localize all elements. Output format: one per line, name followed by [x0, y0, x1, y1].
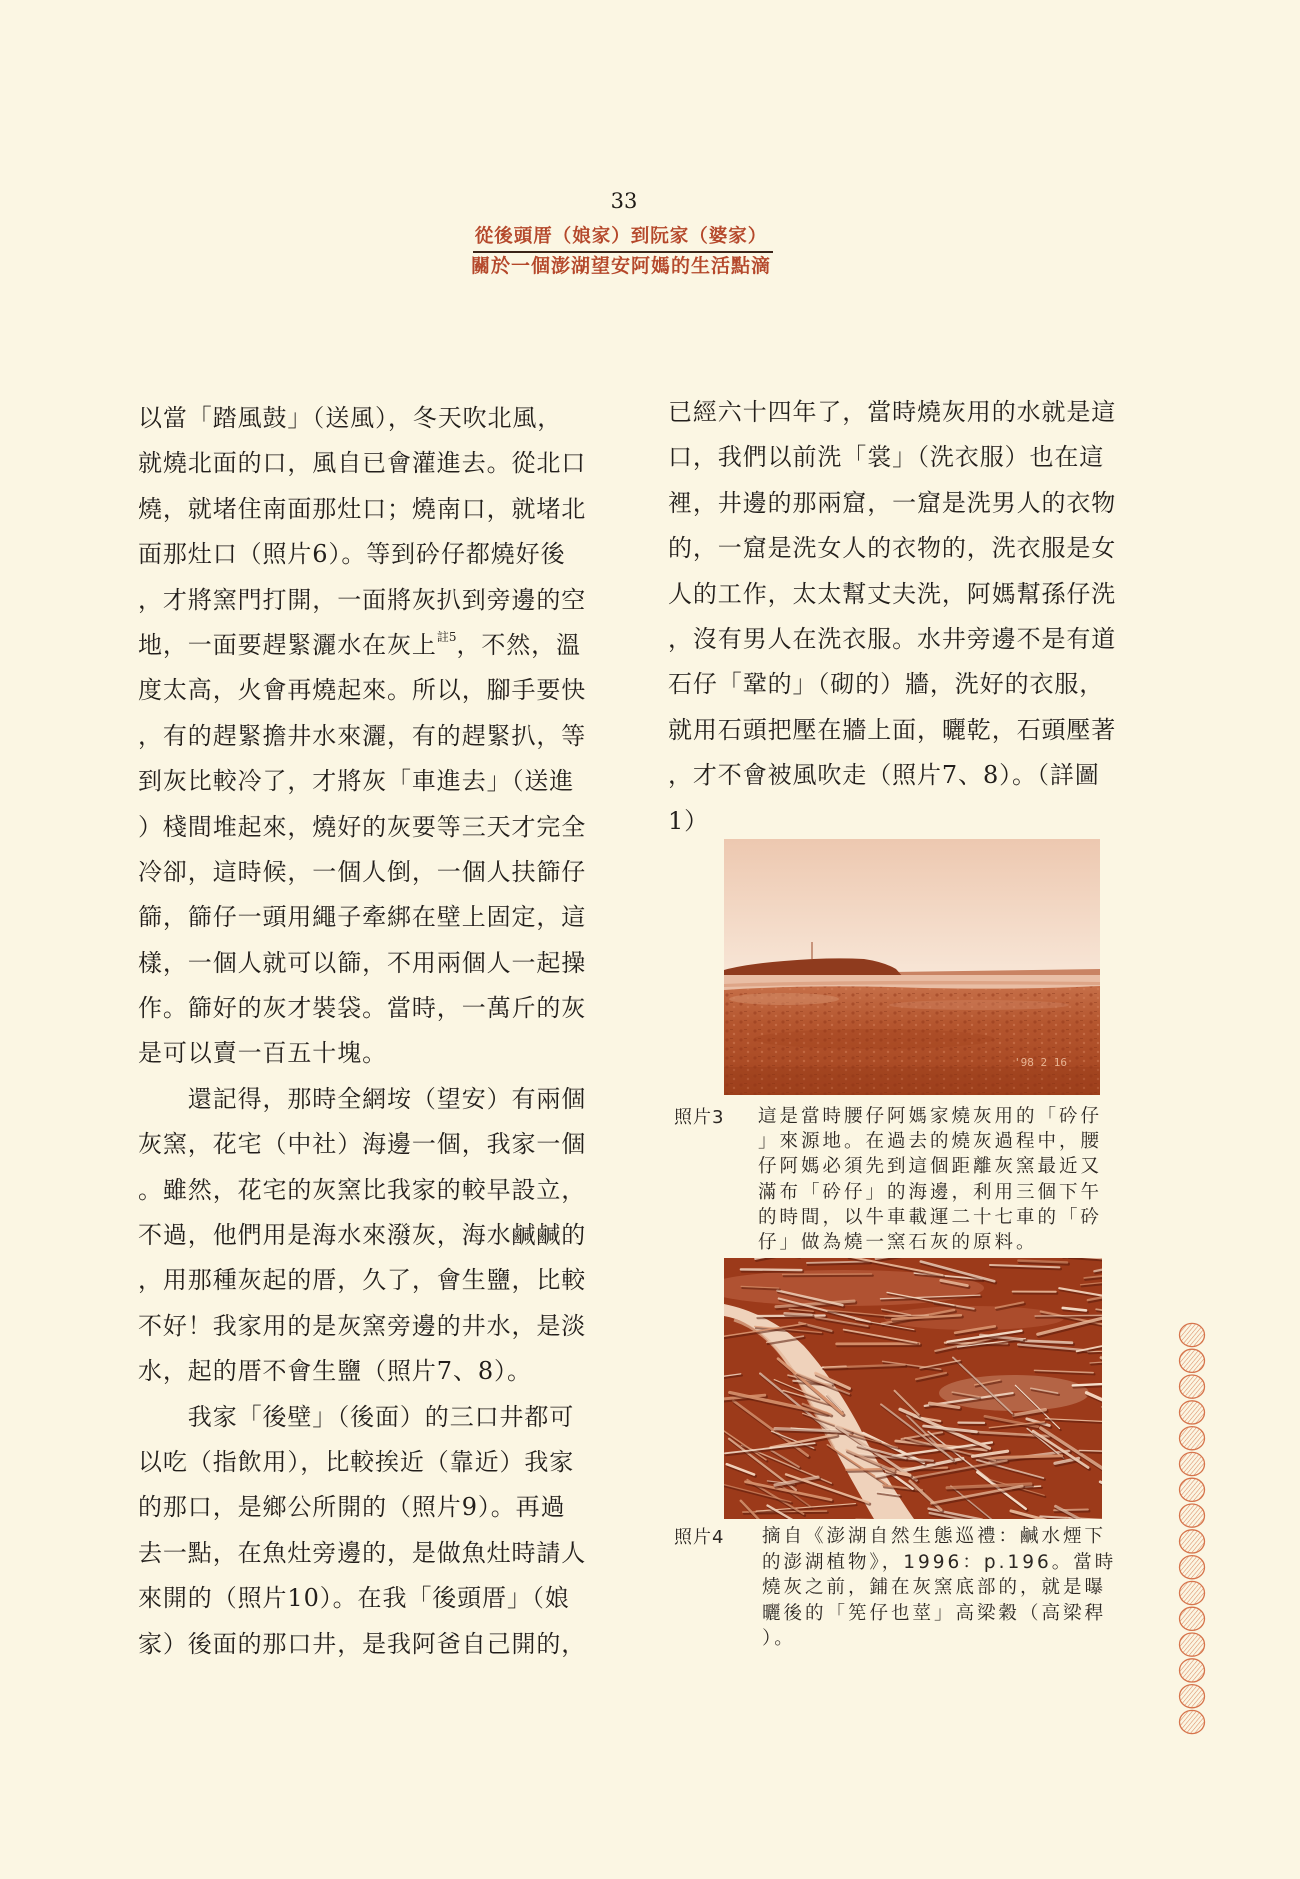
ornament-oval: [1180, 1710, 1205, 1733]
left-column-line: 不過，他們用是海水來潑灰，海水鹹鹹的: [138, 1221, 587, 1250]
ornament-oval: [1180, 1427, 1205, 1450]
left-column-line: 冷卻，這時候，一個人倒，一個人扶篩仔: [138, 857, 587, 886]
right-column-line: 就用石頭把壓在牆上面，曬乾，石頭壓著: [668, 715, 1117, 744]
ornament-oval: [1180, 1530, 1205, 1553]
ornament-oval: [1180, 1323, 1205, 1346]
right-column-line: 人的工作，太太幫丈夫洗，阿媽幫孫仔洗: [668, 579, 1117, 608]
left-column-line: ）棧間堆起來，燒好的灰要等三天才完全: [138, 812, 587, 841]
field-light-patch: [889, 1000, 1069, 1010]
caption-line: 的澎湖植物》，1996：p.196。當時: [762, 1551, 1117, 1573]
line-text-before-note: 地，一面要趕緊灑水在灰上: [138, 630, 437, 659]
right-column-line: 石仔「鞏的」（砌的）牆，洗好的衣服，: [668, 670, 1105, 699]
left-column-line: 水，起的厝不會生鹽（照片7、8）。: [138, 1357, 532, 1386]
caption-line: 摘自《澎湖自然生態巡禮：鹹水煙下: [762, 1526, 1107, 1547]
photo-4-label: 照片4: [674, 1527, 725, 1548]
caption-line: 燒灰之前，鋪在灰窯底部的，就是曝: [762, 1577, 1107, 1598]
left-column-line: 是可以賣一百五十塊。: [138, 1039, 387, 1068]
field-bottom-shade: [724, 1067, 1100, 1095]
left-column-line: 以當「踏風鼓」（送風），冬天吹北風，: [138, 404, 563, 432]
left-column-paragraph-start: 我家「後壁」（後面）的三口井都可: [187, 1402, 575, 1431]
right-column-line: ，沒有男人在洗衣服。水井旁邊不是有道: [668, 624, 1117, 653]
left-column-line: 燒，就堵住南面那灶口；燒南口，就堵北: [138, 494, 587, 523]
left-column-line: 就燒北面的口，風自已會灌進去。從北口: [138, 449, 587, 478]
left-column-line: ，用那種灰起的厝，久了，會生鹽，比較: [138, 1266, 587, 1295]
ornament-oval: [1180, 1452, 1205, 1475]
left-column-line: 面那灶口（照片6）。等到砛仔都燒好後: [138, 540, 566, 569]
ornament-oval: [1180, 1504, 1205, 1527]
left-column-line: 的那口，是鄉公所開的（照片9）。再過: [138, 1493, 566, 1522]
header-rule: [473, 251, 773, 253]
stalk-shadow: [1036, 1317, 1102, 1318]
field-shadow: [754, 1029, 994, 1049]
sorghum-stalk: [785, 1313, 812, 1315]
left-column-line: 篩，篩仔一頭用繩子牽綁在壁上固定，這: [138, 903, 587, 932]
right-column-line: 已經六十四年了，當時燒灰用的水就是這: [668, 398, 1117, 426]
line-text-after-note: ，不然，溫: [456, 630, 581, 659]
left-column-line: ，有的趕緊擔井水來灑，有的趕緊扒，等: [138, 721, 587, 750]
right-column-line: 裡，井邊的那兩窟，一窟是洗男人的衣物: [668, 488, 1117, 517]
right-column-line: 1）: [668, 806, 710, 835]
photo-3-label: 照片3: [674, 1107, 725, 1128]
page-number: 33: [610, 189, 638, 213]
left-column-line: 家）後面的那口井，是我阿爸自己開的，: [138, 1629, 587, 1658]
left-column-line: 來開的（照片10）。在我「後頭厝」（娘: [138, 1584, 570, 1613]
caption-line: 仔阿媽必須先到這個距離灰窯最近又: [758, 1156, 1103, 1178]
caption-line: 曬後的「筅仔也莖」高梁穀（高梁稈: [762, 1602, 1107, 1624]
left-column-line-with-footnote: [138, 623, 608, 668]
left-text-column: [138, 396, 608, 1667]
left-column-line: 。雖然，花宅的灰窯比我家的較早設立，: [138, 1175, 587, 1204]
ornament-oval: [1180, 1349, 1205, 1372]
left-column-line: 以吃（指飲用），比較挨近（靠近）我家: [138, 1447, 575, 1476]
left-column-line: 樣，一個人就可以篩，不用兩個人一起操: [138, 948, 587, 977]
right-column-line: 口，我們以前洗「裳」（洗衣服）也在這: [668, 443, 1105, 472]
left-column-line: 作。篩好的灰才裝袋。當時，一萬斤的灰: [138, 994, 587, 1023]
ornament-oval: [1180, 1633, 1205, 1656]
left-column-paragraph-start: 還記得，那時全網垵（望安）有兩個: [187, 1084, 587, 1113]
right-column-line: 的，一窟是洗女人的衣物的，洗衣服是女: [668, 534, 1117, 563]
margin-ornament-chain: [1176, 1322, 1208, 1738]
ornament-ovals: [1180, 1323, 1205, 1733]
footnote-marker: 註5: [436, 629, 457, 644]
field-light-patch: [729, 993, 839, 1005]
ornament-oval: [1180, 1375, 1205, 1398]
ornament-oval: [1180, 1659, 1205, 1682]
caption-line: 滿布「砛仔」的海邊，利用三個下午: [758, 1181, 1103, 1203]
photo-4-caption: [762, 1524, 1116, 1652]
caption-line: ）。: [762, 1628, 796, 1649]
running-header-title: 從後頭厝（娘家）到阮家（婆家）: [474, 226, 768, 247]
left-column-line: 到灰比較冷了，才將灰「車進去」（送進: [138, 767, 575, 796]
caption-line: 的時間，以牛車載運二十七車的「砛: [758, 1206, 1103, 1228]
ornament-oval: [1180, 1556, 1205, 1579]
sorghum-stalk: [741, 1269, 802, 1270]
right-column-line: ，才不會被風吹走（照片7、8）。（詳圖: [668, 761, 1100, 790]
photo-3-shore-image: [724, 839, 1100, 1095]
left-column-line: ，才將窯門打開，一面將灰扒到旁邊的空: [138, 585, 587, 614]
photo-3-caption: [758, 1104, 1102, 1255]
ornament-oval: [1180, 1581, 1205, 1604]
left-column-line: 度太高，火會再燒起來。所以，腳手要快: [138, 676, 587, 705]
photo-4-stalks-image: [724, 1258, 1102, 1519]
photo-date-stamp: '98 2 16: [1014, 1056, 1067, 1069]
ornament-oval: [1180, 1401, 1205, 1424]
ornament-oval: [1180, 1685, 1205, 1708]
caption-line: 」來源地。在過去的燒灰過程中，腰: [758, 1131, 1103, 1153]
caption-line: 仔」做為燒一窯石灰的原料。: [758, 1232, 1038, 1254]
running-header-subtitle: 關於一個澎湖望安阿媽的生活點滴: [470, 255, 771, 277]
ornament-oval: [1180, 1607, 1205, 1630]
photo-sky: [724, 839, 1100, 981]
left-column-line: 灰窯，花宅（中社）海邊一個，我家一個: [138, 1130, 587, 1159]
caption-line: 這是當時腰仔阿媽家燒灰用的「砛仔: [758, 1106, 1103, 1127]
ornament-oval: [1180, 1478, 1205, 1501]
left-column-line: 不好！我家用的是灰窯旁邊的井水，是淡: [138, 1311, 587, 1340]
right-text-column: [668, 390, 1138, 844]
left-column-line: 去一點，在魚灶旁邊的，是做魚灶時請人: [138, 1538, 587, 1567]
